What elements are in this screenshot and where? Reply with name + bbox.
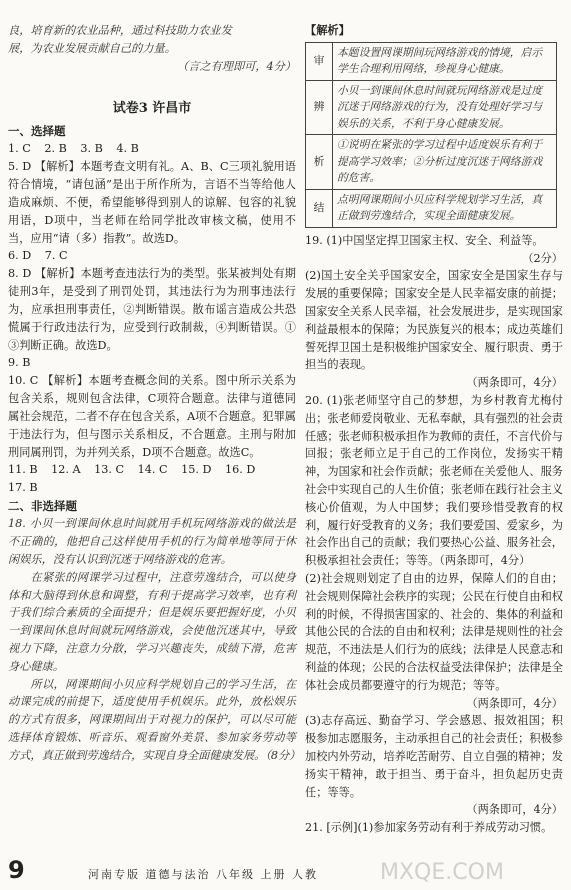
mc-answer: 16. D	[225, 463, 256, 477]
mc-answer: 1. C	[8, 142, 31, 156]
answer-q17: 17. B	[8, 481, 38, 495]
answer-q18: 18. 小贝一到课间休息时间就用手机玩网络游戏的做法是不正确的，他把自己这样使用手机的行为简单地等同于休闲娱乐，没有认识到沉迷于网络游戏的危害。	[8, 517, 296, 566]
answer-q10: 10. C 【解析】本题考查概念间的关系。图中所示关系为包含关系，规则包含法律，C项符合题意。法律与道德同属社会规范，二者不存在包含关系，A项不合题意。犯罪属于违法行为，但与图示关系相反，不合题意。主刑与附加刑同属刑罚，为并列关系，D项不合题意。故选C。	[8, 374, 296, 459]
answer-q9: 9. B	[8, 356, 31, 370]
mc-answer: 4. B	[116, 142, 139, 156]
mc-answer: 13. C	[94, 463, 125, 477]
mc-answer: 12. A	[51, 463, 81, 477]
left-column	[8, 0, 301, 765]
table-row	[306, 189, 557, 227]
intro-note: （言之有理即可，4分）	[177, 59, 296, 73]
score-note: （两条即可，4分）	[466, 803, 563, 817]
answer-q21: 21. [示例](1)参加家务劳动有利于养成劳动习惯。	[305, 821, 553, 835]
mc-answer: 14. C	[137, 463, 168, 477]
answer-q19-2: (2)国土安全关乎国家安全，国家安全是国家生存与发展的重要保障；国家安全是人民幸福安康的前提；国家安全关系人民幸福，社会发展进步，是实现国家利益最根本的保障；为民族复兴的根本；成边英雄们誓死捍卫国土是积极维护国家安全、履行职责、勇于担当的表现。	[305, 269, 563, 372]
answer-q18-para: 在紧张的网课学习过程中，注意劳逸结合，可以使身体和大脑得到休息和调整，有利于提高学习效率，也有利于我们综合素质的全面提升；但是娱乐要把握好度，小贝一到课间休息时间就玩网络游戏，会使他沉迷其中，导致视力下降，注意力分散，学习兴趣丧失，成绩下滑，危害身心健康。	[8, 570, 296, 673]
answer-q20-3: (3)志存高远、勤奋学习、学会感恩、报效祖国；积极参加志愿服务，主动承担自己的社会责任；积极参加校内外劳动，培养吃苦耐劳、自立自强的精神；发扬实干精神，敢于担当、勇于奋斗，担负起历史责任；等等。	[305, 714, 563, 799]
mc-answer: 7. C	[44, 249, 68, 263]
answer-q20-1: 20. (1)张老师坚守自己的梦想，为乡村教育尤梅付出；张老师爱岗敬业、无私奉献，具有强烈的社会责任感；张老师积极承担作为教师的责任，不言代价与回报；张老师立足于自己的工作岗位，发扬实干精神，为国家和社会作贡献；张老师在关爱他人、服务社会中实现自己的人生价值；张老师在践行社会主义核心价值观，为人中国梦；我们要珍惜受教育的权利，履行好受教育的义务；我们要爱国、爱家乡，为社会作出自己的贡献；我们要热心公益、服务社会，积极承担社会责任；等等。（两条即可，4分）	[305, 393, 563, 568]
score-note: （两条即可，4分）	[466, 376, 563, 390]
mc-answer: 15. D	[181, 463, 212, 477]
table-text: 小贝一到课间休息时间就玩网络游戏是过度沉迷于网络游戏的行为，没有处理好学习与娱乐的关系，不利于身心健康发展。	[333, 80, 557, 135]
right-column	[305, 0, 563, 837]
analysis-table	[305, 42, 557, 228]
table-text: ①说明在紧张的学习过程中适度娱乐有利于提高学习效率；②分析过度沉迷于网络游戏的危害。	[333, 135, 557, 190]
section-heading: 二、非选择题	[8, 499, 77, 514]
intro-line: 良，培育新的农业品种，通过科技助力农业发	[8, 24, 232, 37]
table-row	[306, 135, 557, 190]
score-note: （两条即可，4分）	[466, 696, 563, 710]
table-key: 辨	[306, 80, 333, 135]
table-row	[306, 80, 557, 135]
answer-q5: 5. D 【解析】本题考查文明有礼。A、B、C三项礼貌用语符合情境，“请包涵”是出于所作所为，言语不当等给他人造成麻烦、不便，希望能够得到别人的谅解、包容的礼貌用语，D项中，当老师在给同学批改审核文稿，使用不当，应用“请（多）指教”。故选D。	[8, 160, 296, 245]
table-key: 审	[306, 42, 333, 80]
intro-line: 展，为农业发展贡献自己的力量。	[8, 41, 176, 55]
table-text: 本题设置网课期间玩网络游戏的情境，启示学生合理利用网络，珍视身心健康。	[333, 42, 557, 80]
mc-answers-row	[8, 140, 296, 158]
mc-answers-row	[8, 461, 296, 479]
mc-answer: 2. B	[44, 142, 67, 156]
mc-answer: 3. B	[80, 142, 103, 156]
mc-answers-row	[8, 247, 296, 265]
answer-q18-para: 所以，网课期间小贝应科学规划自己的学习生活，在动课完成的前提下，适度使用手机娱乐。此外，放松娱乐的方式有很多，网课期间出于对视力的保护，可以尽可能选择体育锻炼、听音乐、观看窗外美景、参加家务劳动等方式，真正做到劳逸结合，实现自身全面健康发展。（8分）	[8, 677, 301, 762]
analysis-label: 【解析】	[305, 23, 350, 37]
page-footer	[0, 856, 571, 890]
answer-q8: 8. D 【解析】本题考查违法行为的类型。张某被判处有期徒刑3年，是受到了刑罚处罚，其违法行为为刑事违法行为，应承担刑事责任，②判断错误。散布谣言造成公共恐慌属于行政违法行为，应受到行政制裁，④判断错误。①③判断正确。故选D。	[8, 267, 296, 352]
table-key: 结	[306, 189, 333, 227]
page-number: 9	[8, 856, 25, 884]
mc-answer: 6. D	[8, 249, 32, 263]
footer-text: 河南专版 道德与法治 八年级 上册 人教	[88, 868, 318, 881]
table-text: 点明网课期间小贝应科学规划学习生活，真正做到劳逸结合，实现全面健康发展。	[333, 189, 557, 227]
exam-title: 试卷3 许昌市	[112, 101, 192, 117]
score-note: （2分）	[522, 251, 563, 265]
table-key: 析	[306, 135, 333, 190]
answer-q19-1: 19. (1)中国坚定捍卫国家主权、安全、利益等。	[305, 233, 544, 247]
answer-q20-2: (2)社会规则划定了自由的边界，保障人们的自由；社会规则保障社会秩序的实现；公民在行使自由和权利的时候，不得损害国家的、社会的、集体的利益和其他公民的合法的自由和权利；法律是规则性的社会规范，不违法是人们行为的底线；法律是人民意志和利益的体现；公民的合法权益受法律保护；法律是全体社会成员都要遵守的行为规范；等等。	[305, 571, 563, 692]
watermark: MXQE.COM	[380, 860, 504, 885]
table-row	[306, 42, 557, 80]
mc-answer: 11. B	[8, 463, 38, 477]
section-heading: 一、选择题	[8, 124, 66, 139]
